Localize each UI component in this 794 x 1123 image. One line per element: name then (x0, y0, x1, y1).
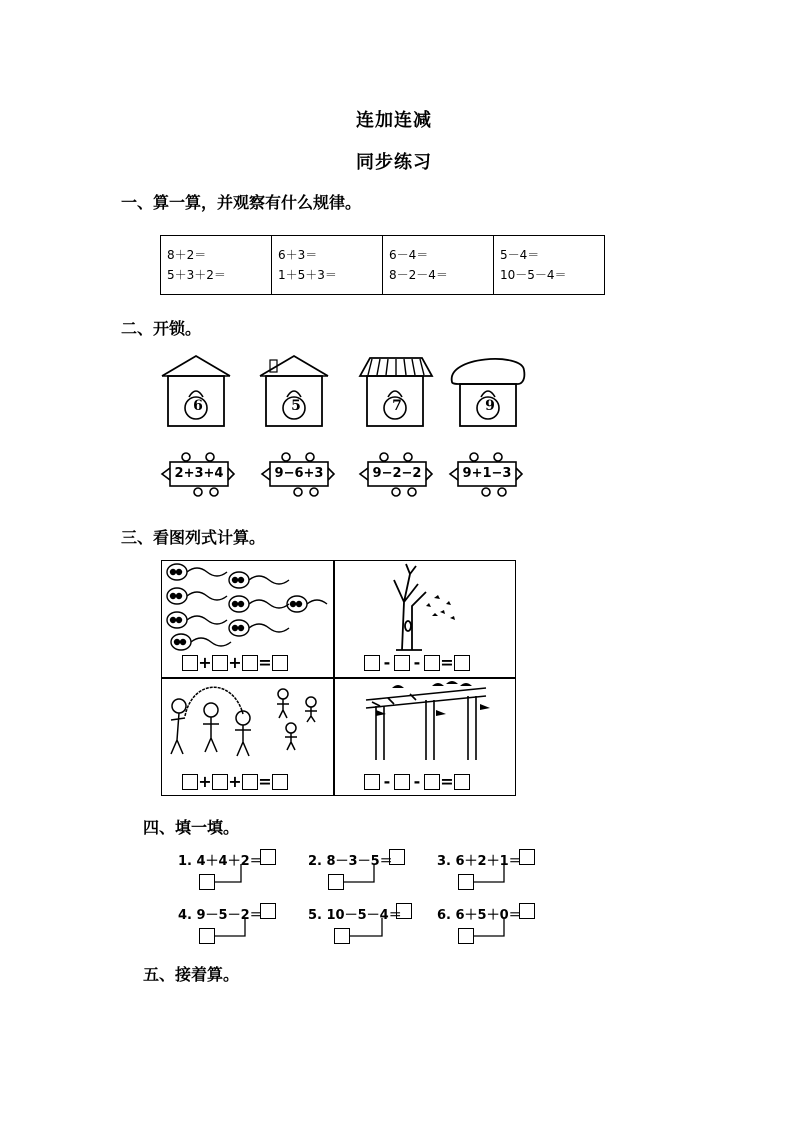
item-number: 6. (437, 908, 451, 923)
operator: - (413, 772, 421, 791)
bracket-line (215, 862, 245, 886)
item-number: 5. (308, 908, 322, 923)
calc-cell (272, 236, 383, 295)
partial-box[interactable] (334, 928, 350, 944)
answer-box[interactable] (424, 655, 440, 671)
answer-box[interactable] (454, 655, 470, 671)
item-expression: 8－3－5＝ (326, 854, 393, 869)
calc-cell (494, 236, 605, 295)
lock-number: 7 (392, 398, 402, 414)
answer-box[interactable] (424, 774, 440, 790)
answer-box[interactable] (272, 774, 288, 790)
item-number: 2. (308, 854, 322, 869)
calc-line: 5－4＝ (500, 248, 540, 262)
answer-box[interactable] (364, 655, 380, 671)
operator: = (440, 653, 454, 672)
operator: = (440, 772, 454, 791)
result-box[interactable] (396, 903, 412, 919)
item-expression: 6＋5＋0＝ (455, 908, 522, 923)
padlocks (185, 391, 499, 419)
answer-box[interactable] (182, 774, 198, 790)
operator: + (228, 772, 242, 791)
key-expression: 2+3+4 (174, 466, 224, 481)
item-number: 4. (178, 908, 192, 923)
partial-box[interactable] (458, 874, 474, 890)
lock-number: 6 (193, 398, 203, 414)
houses-illustration (158, 352, 538, 432)
picture-equation-2 (364, 653, 470, 672)
answer-box[interactable] (242, 655, 258, 671)
answer-box[interactable] (394, 655, 410, 671)
operator: - (383, 653, 391, 672)
result-box[interactable] (389, 849, 405, 865)
answer-box[interactable] (242, 774, 258, 790)
operator: + (198, 653, 212, 672)
item-expression: 4＋4＋2＝ (196, 854, 263, 869)
calc-line: 1＋5＋3＝ (278, 268, 337, 282)
result-box[interactable] (260, 849, 276, 865)
house-4 (452, 359, 525, 426)
partial-box[interactable] (328, 874, 344, 890)
partial-box[interactable] (458, 928, 474, 944)
bracket-line (474, 916, 508, 940)
calc-line: 10－5－4＝ (500, 268, 567, 282)
key-expression: 9+1−3 (462, 466, 512, 481)
result-box[interactable] (519, 849, 535, 865)
bracket-line (350, 916, 386, 940)
calc-line: 5＋3＋2＝ (167, 268, 226, 282)
partial-box[interactable] (199, 874, 215, 890)
picture-equation-3 (182, 772, 288, 791)
lock-number: 5 (291, 398, 301, 414)
calc-cell (161, 236, 272, 295)
answer-box[interactable] (272, 655, 288, 671)
operator: - (383, 772, 391, 791)
lock-number: 9 (485, 398, 495, 414)
section2-heading: 二、开锁。 (121, 319, 202, 338)
partial-box[interactable] (199, 928, 215, 944)
item-expression: 9－5－2＝ (196, 908, 263, 923)
calc-line: 8－2－4＝ (389, 268, 448, 282)
calc-table (160, 235, 605, 295)
operator: - (413, 653, 421, 672)
answer-box[interactable] (454, 774, 470, 790)
result-box[interactable] (519, 903, 535, 919)
operator: = (258, 653, 272, 672)
item-number: 3. (437, 854, 451, 869)
calc-line: 6－4＝ (389, 248, 429, 262)
answer-box[interactable] (364, 774, 380, 790)
birds-illustration (336, 680, 514, 762)
key-expression: 9−6+3 (274, 466, 324, 481)
bracket-line (344, 862, 378, 886)
item-expression: 10－5－4＝ (326, 908, 402, 923)
picture-equation-4 (364, 772, 470, 791)
section3-heading: 三、看图列式计算。 (121, 528, 266, 547)
page-title: 连加连减 (356, 110, 432, 131)
tadpoles-illustration (163, 562, 331, 657)
section5-heading: 五、接着算。 (143, 965, 240, 984)
section4-heading: 四、填一填。 (143, 818, 240, 837)
bracket-line (474, 862, 508, 886)
operator: + (198, 772, 212, 791)
operator: + (228, 653, 242, 672)
grid-divider-h (161, 677, 516, 679)
item-number: 1. (178, 854, 192, 869)
result-box[interactable] (260, 903, 276, 919)
answer-box[interactable] (212, 774, 228, 790)
house-3 (360, 358, 432, 426)
section1-heading: 一、算一算，并观察有什么规律。 (121, 193, 362, 212)
children-illustration (163, 680, 331, 762)
calc-line: 6＋3＝ (278, 248, 318, 262)
operator: = (258, 772, 272, 791)
calc-cell (383, 236, 494, 295)
answer-box[interactable] (394, 774, 410, 790)
answer-box[interactable] (182, 655, 198, 671)
tree-illustration (336, 562, 514, 657)
key-expression: 9−2−2 (372, 466, 422, 481)
answer-box[interactable] (212, 655, 228, 671)
picture-equation-1 (182, 653, 288, 672)
bracket-line (215, 916, 249, 940)
calc-line: 8＋2＝ (167, 248, 207, 262)
page-subtitle: 同步练习 (356, 152, 432, 173)
item-expression: 6＋2＋1＝ (455, 854, 522, 869)
